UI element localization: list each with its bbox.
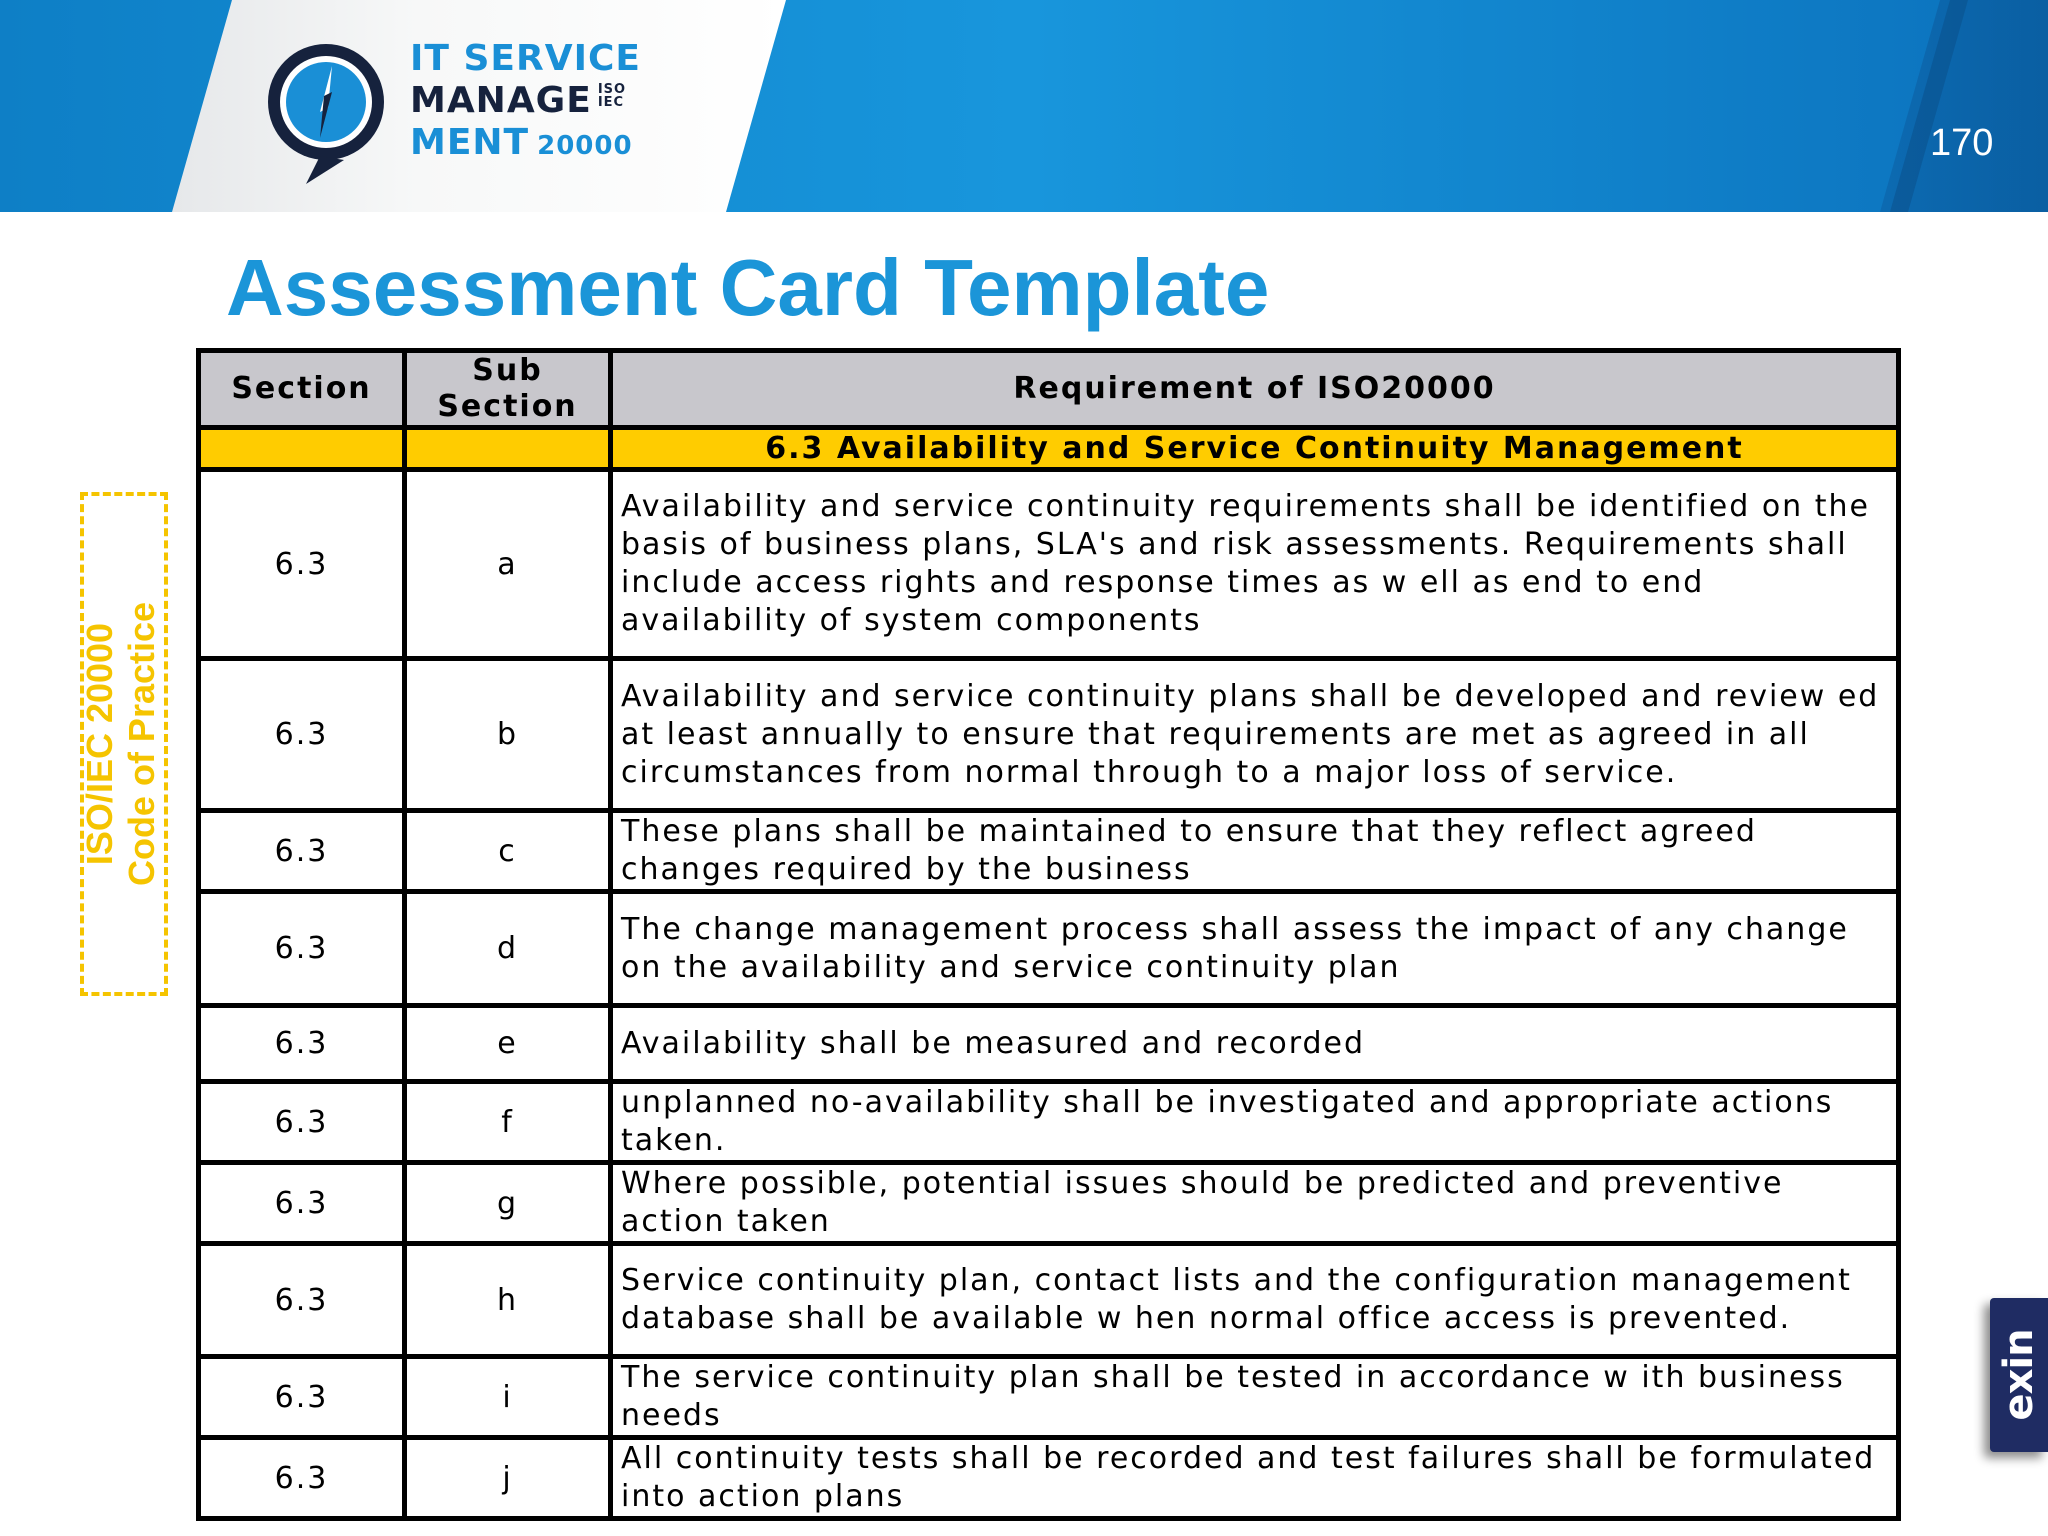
section-heading-empty-1 (199, 428, 405, 470)
table-row (199, 1357, 1899, 1438)
logo-line-2: MANAGE ISO IEC (410, 80, 627, 121)
row-section: 6.3 (199, 1163, 405, 1244)
side-label (79, 494, 169, 994)
row-sub-section: j (405, 1438, 611, 1519)
table-row (199, 892, 1899, 1006)
slide-title: Assessment Card Template (226, 243, 1270, 332)
table-row (199, 1006, 1899, 1082)
row-section: 6.3 (199, 1082, 405, 1163)
row-requirement: All continuity tests shall be recorded and test failures shall be formulated into action plans (611, 1438, 1899, 1519)
logo-iso-iec: ISO IEC (597, 82, 627, 110)
compass-logo-icon (262, 38, 390, 190)
logo-line-3: MENT 20000 (410, 122, 633, 163)
row-section: 6.3 (199, 1006, 405, 1082)
table-row (199, 1082, 1899, 1163)
header-requirement: Requirement of ISO20000 (611, 351, 1899, 428)
row-requirement: Availability shall be measured and recorded (611, 1006, 1899, 1082)
row-section: 6.3 (199, 659, 405, 811)
assessment-table (196, 348, 1901, 1521)
section-heading: 6.3 Availability and Service Continuity Management (611, 428, 1899, 470)
table-row (199, 1438, 1899, 1519)
row-section: 6.3 (199, 1244, 405, 1357)
exin-badge (1990, 1298, 2048, 1452)
section-heading-empty-2 (405, 428, 611, 470)
row-sub-section: e (405, 1006, 611, 1082)
table-row (199, 1163, 1899, 1244)
row-requirement: Where possible, potential issues should be predicted and preventive action taken (611, 1163, 1899, 1244)
row-requirement: The service continuity plan shall be tested in accordance w ith business needs (611, 1357, 1899, 1438)
page-number: 170 (1930, 122, 1994, 164)
side-label-line-2: Code of Practice (121, 601, 162, 887)
row-section: 6.3 (199, 892, 405, 1006)
row-section: 6.3 (199, 1438, 405, 1519)
exin-logo-text: exin (1996, 1329, 2042, 1421)
row-requirement: unplanned no-availability shall be investigated and appropriate actions taken. (611, 1082, 1899, 1163)
logo-wordmark (410, 38, 670, 167)
row-sub-section: d (405, 892, 611, 1006)
row-section: 6.3 (199, 1357, 405, 1438)
row-sub-section: f (405, 1082, 611, 1163)
row-requirement: Availability and service continuity requirements shall be identified on the basis of business plans, SLA's and risk assessments. Requirements shall include access rights and response times as w ell as end to end availability of system components (611, 470, 1899, 659)
row-sub-section: h (405, 1244, 611, 1357)
section-heading-row (199, 428, 1899, 470)
row-sub-section: c (405, 811, 611, 892)
logo (262, 38, 662, 198)
row-sub-section: i (405, 1357, 611, 1438)
header-banner (0, 0, 2048, 212)
row-sub-section: a (405, 470, 611, 659)
table-row (199, 1244, 1899, 1357)
table-row (199, 470, 1899, 659)
row-requirement: Availability and service continuity plans shall be developed and review ed at least annually to ensure that requirements are met as agreed in all circumstances from normal through to a major loss of service. (611, 659, 1899, 811)
row-sub-section: g (405, 1163, 611, 1244)
row-section: 6.3 (199, 470, 405, 659)
table-row (199, 811, 1899, 892)
table-header-row (199, 351, 1899, 428)
side-label-line-1: ISO/IEC 20000 (79, 622, 120, 866)
row-section: 6.3 (199, 811, 405, 892)
row-requirement: Service continuity plan, contact lists and the configuration management database shall be available w hen normal office access is prevented. (611, 1244, 1899, 1357)
row-requirement: These plans shall be maintained to ensure that they reflect agreed changes required by the business (611, 811, 1899, 892)
table-row (199, 659, 1899, 811)
header-section: Section (199, 351, 405, 428)
row-sub-section: b (405, 659, 611, 811)
header-sub-section: Sub Section (405, 351, 611, 428)
logo-line-1: IT SERVICE (410, 38, 641, 79)
row-requirement: The change management process shall assess the impact of any change on the availability and service continuity plan (611, 892, 1899, 1006)
